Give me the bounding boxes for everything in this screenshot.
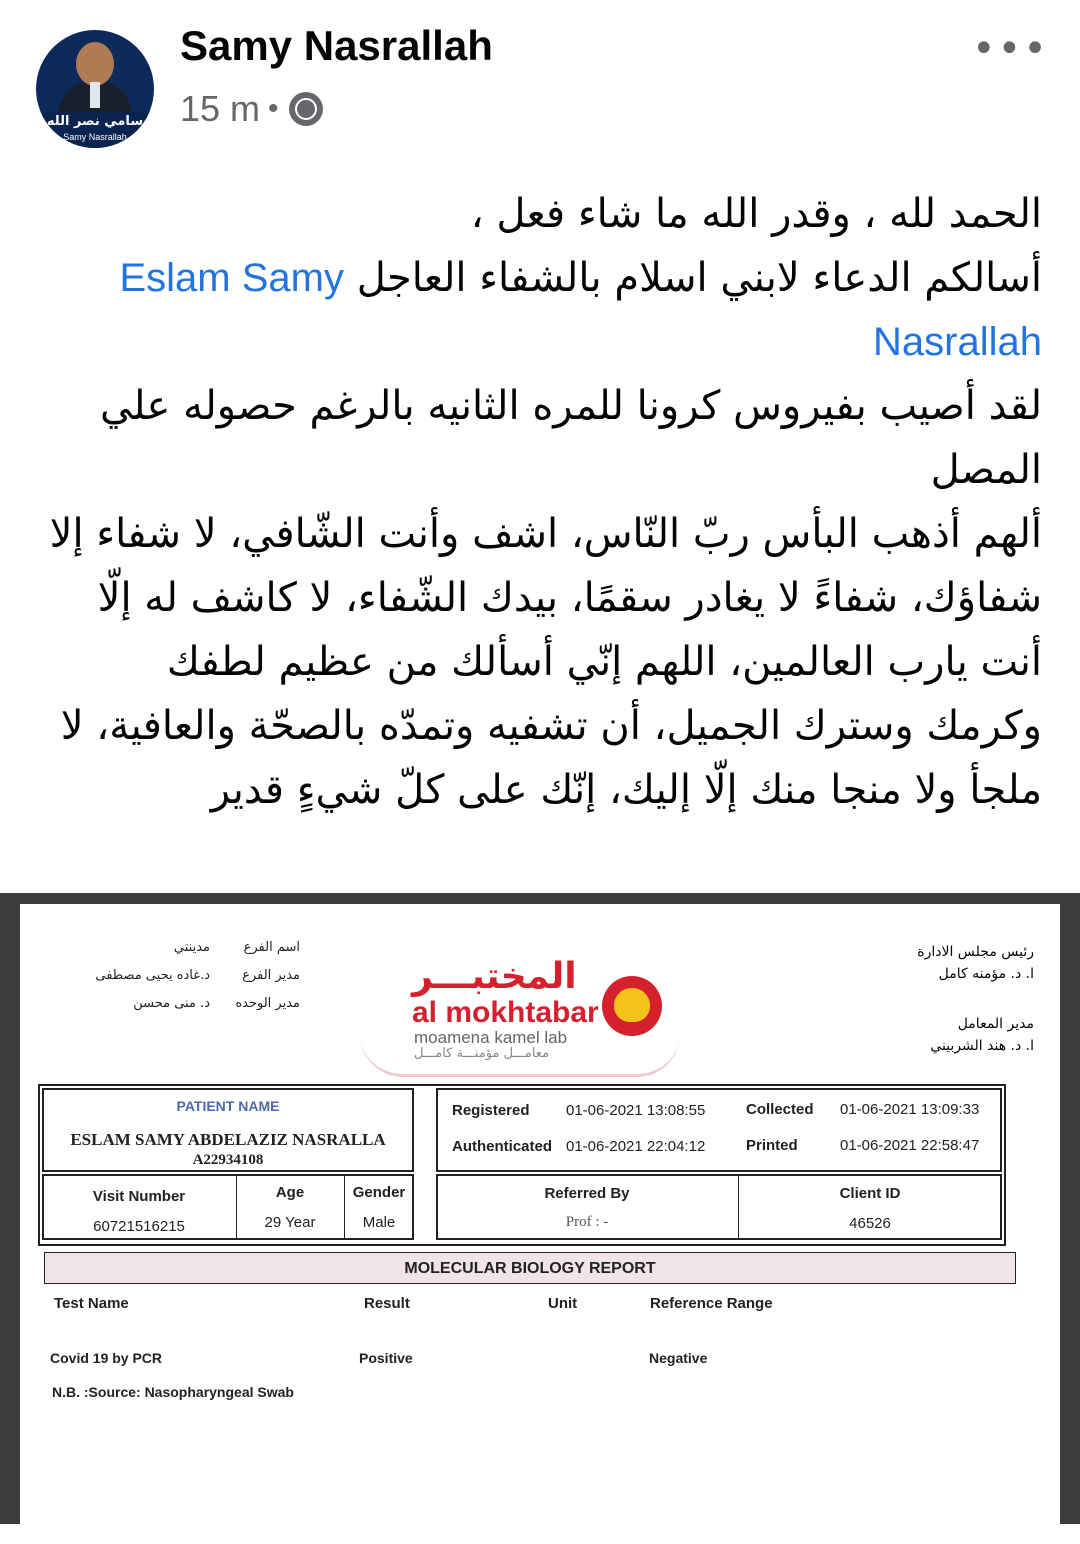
gender-label: Gender [352,1184,406,1201]
col-test-name: Test Name [54,1295,129,1312]
test-result: Positive [359,1350,413,1366]
registered-label: Registered [452,1102,530,1119]
visit-number: 60721516215 [93,1218,185,1235]
branch-manager-value: د.غاده يحيى مصطفى [95,968,210,983]
unit-manager-label: مدير الوحده [235,996,300,1011]
heart-logo-icon [602,976,662,1036]
client-id-label: Client ID [839,1185,901,1202]
meta-separator: • [268,92,279,125]
logo-subtitle: moamena kamel lab [414,1028,568,1047]
test-name: Covid 19 by PCR [50,1350,163,1366]
post-time[interactable]: 15 m [180,88,261,129]
gender-value: Male [362,1214,396,1231]
author-avatar[interactable] [36,30,154,148]
author-name[interactable]: Samy Nasrallah [180,22,493,69]
board-name: ا. د. مؤمنه كامل [938,966,1034,982]
printed-label: Printed [746,1137,798,1154]
visit-label: Visit Number [92,1188,186,1205]
printed-value: 01-06-2021 22:58:47 [840,1137,980,1154]
mention-link[interactable]: Eslam Samy Nasrallah [119,256,1042,364]
col-result: Result [364,1295,410,1312]
registered-value: 01-06-2021 13:08:55 [566,1102,706,1119]
post-text [42,182,1042,822]
referred-label: Referred By [544,1185,630,1202]
branch-label: اسم الفرع [243,940,300,955]
lab-director-title: مدير المعامل [957,1016,1034,1032]
age-value: 29 Year [264,1214,316,1231]
lab-director-name: ا. د. هند الشربيني [930,1038,1034,1054]
avatar-english-text: Samy Nasrallah [63,132,127,142]
col-reference-range: Reference Range [650,1295,773,1312]
branch-value: مدينتي [173,940,210,955]
avatar-face [76,42,114,86]
patient-name: ESLAM SAMY ABDELAZIZ NASRALLA [70,1130,386,1149]
post-line-3: لقد أصيب بفيروس كرونا للمره الثانيه بالرغم حصوله علي المصل [99,383,1042,493]
patient-code: A22934108 [192,1152,264,1168]
patient-name-label: PATIENT NAME [176,1098,280,1114]
reference-range: Negative [649,1350,708,1366]
avatar-arabic-text: سامي نصر الله [46,114,144,129]
post-line-4: ألهم أذهب البأس ربّ النّاس، اشف وأنت الشّافي، لا شفاء إلا شفاؤك، شفاءً لا يغادر سقمًا، بيدك الشّفاء، لا كاشف له إلّا أنت يارب العالمين، اللهم إنّي أسألك من عظيم لطفك وكرمك وسترك الجميل، أن تشفيه وتمدّه بالصحّة والعافية، لا ملجأ ولا منجا منك إلّا إليك، إنّك على كلّ شيءٍ قدير [49,511,1042,813]
avatar-shirt [90,82,100,108]
board-title: رئيس مجلس الادارة [917,944,1034,960]
authenticated-value: 01-06-2021 22:04:12 [566,1138,706,1155]
post-line-2 [42,246,1042,374]
report-title: MOLECULAR BIOLOGY REPORT [404,1260,656,1277]
more-options-icon[interactable]: ••• [972,26,1049,72]
post-photo[interactable] [0,893,1080,1524]
unit-manager-value: د. منى محسن [133,996,210,1011]
age-label: Age [275,1184,305,1201]
col-unit: Unit [548,1295,578,1312]
collected-value: 01-06-2021 13:09:33 [840,1101,980,1118]
post-line-2-text: أسالكم الدعاء لابني اسلام بالشفاء العاجل [356,255,1042,301]
client-id-value: 46526 [849,1215,891,1232]
logo-english: al mokhtabar [412,996,599,1029]
logo-subtitle-arabic: معامـــل مؤمنـــة كامـــل [414,1046,550,1061]
collected-label: Collected [746,1101,814,1118]
referred-value: Prof : - [565,1214,609,1230]
lab-report-document [20,904,1060,1544]
logo-arabic: المختبـــر [412,956,577,997]
globe-icon[interactable] [289,92,323,126]
branch-manager-label: مدير الفرع [242,968,300,983]
authenticated-label: Authenticated [452,1138,553,1155]
source-note: N.B. :Source: Nasopharyngeal Swab [52,1384,294,1400]
post-line-1: الحمد لله ، وقدر الله ما شاء فعل ، [470,191,1042,237]
post-meta [180,88,323,130]
